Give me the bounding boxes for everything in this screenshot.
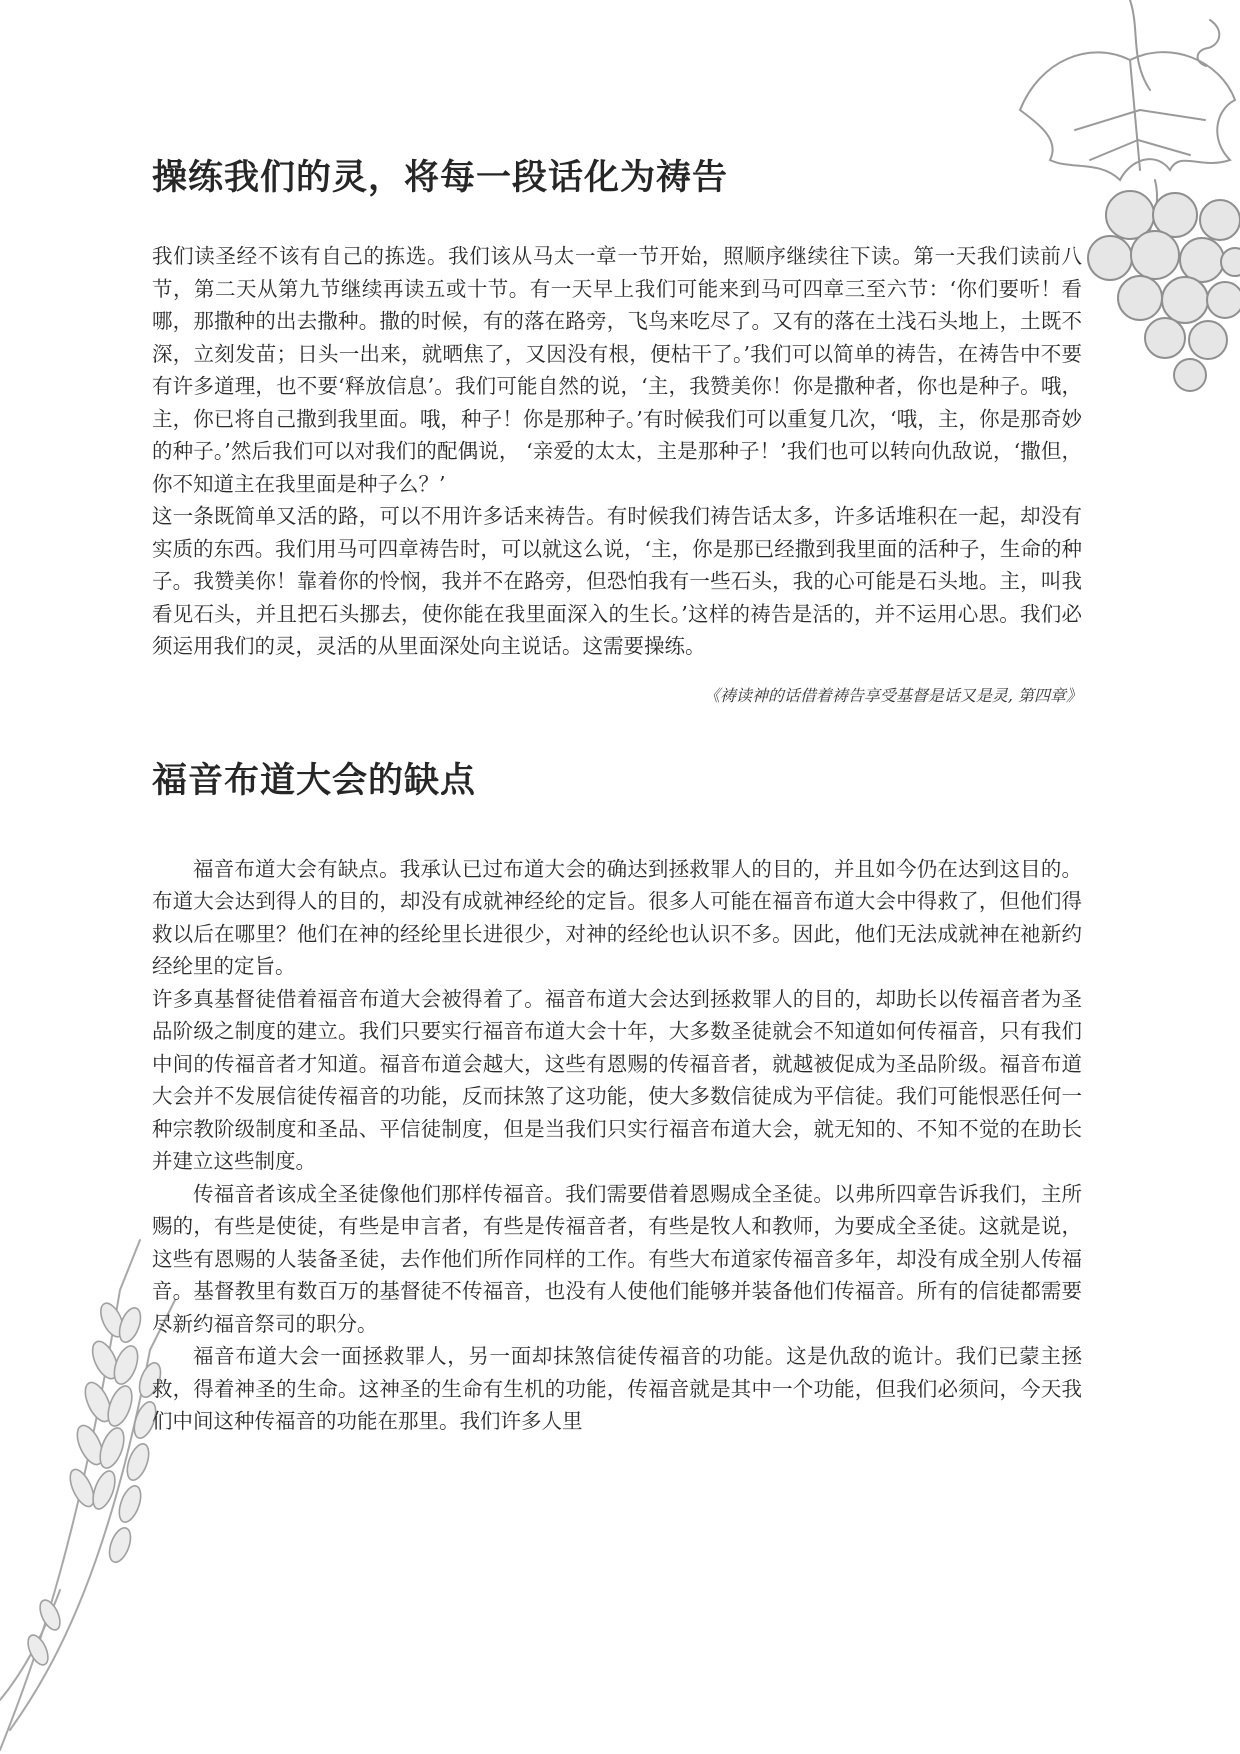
section2-paragraph: 传福音者该成全圣徒像他们那样传福音。我们需要借着恩赐成全圣徒。以弗所四章告诉我们，主所赐的，有些是使徒，有些是申言者，有些是传福音者，有些是牧人和教师，为要成全圣徒。这就是说，这些有恩赐的人装备圣徒，去作他们所作同样的工作。有些大布道家传福音多年，却没有成全别人传福音。基督教里有数百万的基督徒不传福音，也没有人使他们能够并装备他们传福音。所有的信徒都需要尽新约福音祭司的职分。 [152,1181,1082,1336]
citation: 《祷读神的话借着祷告享受基督是话又是灵, 第四章》 [703,685,1082,705]
section2-paragraph: 许多真基督徒借着福音布道大会被得着了。福音布道大会达到拯救罪人的目的，却助长以传福音者为圣品阶级之制度的建立。我们只要实行福音布道大会十年，大多数圣徒就会不知道如何传福音，只有我们中间的传福音者才知道。福音布道会越大，这些有恩赐的传福音者，就越被促成为圣品阶级。福音布道大会并不发展信徒传福音的功能，反而抹煞了这功能，使大多数信徒成为平信徒。我们可能恨恶任何一种宗教阶级制度和圣品、平信徒制度，但是当我们只实行福音布道大会，就无知的、不知不觉的在助长并建立这些制度。 [152,986,1082,1173]
section2-paragraph: 福音布道大会一面拯救罪人，另一面却抹煞信徒传福音的功能。这是仇敌的诡计。我们已蒙主拯救，得着神圣的生命。这神圣的生命有生机的功能，传福音就是其中一个功能，但我们必须问，今天我们中间这种传福音的功能在那里。我们许多人里 [152,1344,1082,1433]
section2-paragraph: 福音布道大会有缺点。我承认已过布道大会的确达到拯救罪人的目的，并且如今仍在达到这目的。布道大会达到得人的目的，却没有成就神经纶的定旨。很多人可能在福音布道大会中得救了，但他们得救以后在哪里？他们在神的经纶里长进很少，对神的经纶也认识不多。因此，他们无法成就神在祂新约经纶里的定旨。 [152,856,1082,978]
article-content [152,150,1082,1438]
section1-paragraph: 这一条既简单又活的路，可以不用许多话来祷告。有时候我们祷告话太多，许多话堆积在一起，却没有实质的东西。我们用马可四章祷告时，可以就这么说，‘主，你是那已经撒到我里面的活种子，生命的种子。我赞美你！靠着你的怜悯，我并不在路旁，但恐怕我有一些石头，我的心可能是石头地。主，叫我看见石头，并且把石头挪去，使你能在我里面深入的生长。’这样的祷告是活的，并不运用心思。我们必须运用我们的灵，灵活的从里面深处向主说话。这需要操练。 [152,504,1082,658]
section-heading-gospel: 福音布道大会的缺点 [152,759,477,801]
section1-paragraph: 我们读圣经不该有自己的拣选。我们该从马太一章一节开始，照顺序继续往下读。第一天我们读前八节，第二天从第九节继续再读五或十节。有一天早上我们可能来到马可四章三至六节：‘你们要听！看哪，那撒种的出去撒种。撒的时候，有的落在路旁，飞鸟来吃尽了。又有的落在土浅石头地上，土既不深，立刻发苗；日头一出来，就晒焦了，又因没有根，便枯干了。’我们可以简单的祷告，在祷告中不要有许多道理，也不要‘释放信息’。我们可能自然的说，‘主，我赞美你！你是撒种者，你也是种子。哦，主，你已将自己撒到我里面。哦，种子！你是那种子。’有时候我们可以重复几次，‘哦，主，你是那奇妙的种子。’然后我们可以对我们的配偶说， ‘亲爱的太太，主是那种子！’我们也可以转向仇敌说，‘撒但，你不知道主在我里面是种子么？’ [152,244,1082,496]
section-heading-prayer: 操练我们的灵，将每一段话化为祷告 [152,157,729,198]
